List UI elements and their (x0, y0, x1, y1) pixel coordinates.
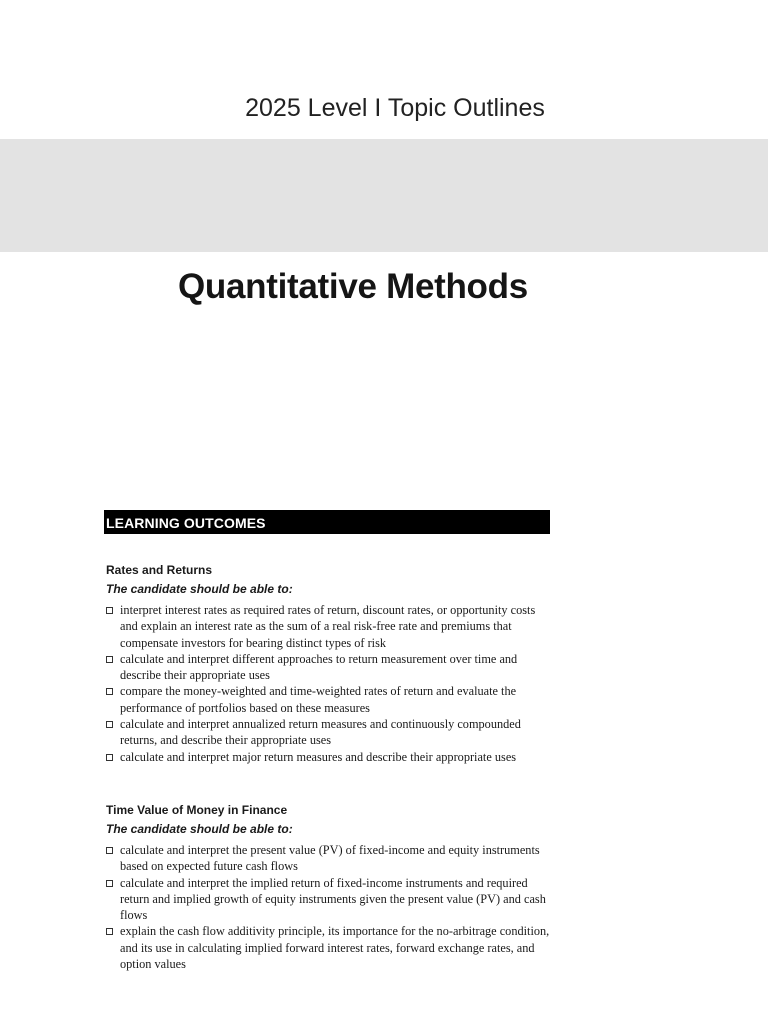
section-rates-and-returns (106, 562, 552, 765)
outcome-text: calculate and interpret the implied return of fixed-income instruments and required return and implied growth of equity instruments given the present value (PV) and cash flows (120, 875, 546, 923)
outcome-item (106, 683, 552, 716)
checkbox-bullet-icon (106, 721, 113, 728)
outcome-text: compare the money-weighted and time-weighted rates of return and evaluate the performance of portfolios based on these measures (120, 684, 517, 715)
outcome-item (106, 716, 552, 749)
outcome-text: explain the cash flow additivity principle, its importance for the no-arbitrage condition, and its use in calculating implied forward interest rates, forward exchange rates, and option values (120, 924, 550, 972)
outcome-item (106, 875, 552, 924)
outcome-item (106, 842, 552, 875)
checkbox-bullet-icon (106, 847, 113, 854)
checkbox-bullet-icon (106, 928, 113, 935)
section-title: Rates and Returns (106, 563, 213, 577)
page-title: Quantitative Methods (178, 267, 528, 306)
outcome-text: interpret interest rates as required rates of return, discount rates, or opportunity costs and explain an interest rate as the sum of a real risk-free rate and premiums that compensate investors for bearing distinct types of risk (120, 603, 536, 650)
outcome-list (106, 842, 552, 972)
checkbox-bullet-icon (106, 754, 113, 761)
section-time-value-of-money (106, 802, 552, 972)
document-header-title: 2025 Level I Topic Outlines (245, 94, 545, 122)
outcome-item (106, 749, 552, 765)
checkbox-bullet-icon (106, 688, 113, 695)
outcome-text: calculate and interpret the present value (PV) of fixed-income and equity instruments based on expected future cash flows (120, 843, 540, 874)
checkbox-bullet-icon (106, 880, 113, 887)
header-band (0, 139, 768, 252)
outcome-text: calculate and interpret major return measures and describe their appropriate uses (120, 749, 517, 764)
outcome-text: calculate and interpret different approaches to return measurement over time and describe their appropriate uses (120, 651, 518, 683)
checkbox-bullet-icon (106, 607, 113, 614)
outcome-item (106, 651, 552, 684)
outcome-text: calculate and interpret annualized return measures and continuously compounded returns, and describe their appropriate uses (120, 717, 521, 748)
section-title: Time Value of Money in Finance (106, 803, 288, 817)
outcome-item (106, 602, 552, 651)
checkbox-bullet-icon (106, 656, 113, 663)
learning-outcomes-heading: LEARNING OUTCOMES (104, 510, 550, 534)
section-subtitle: The candidate should be able to: (106, 582, 293, 596)
outcome-item (106, 923, 552, 972)
section-subtitle: The candidate should be able to: (106, 822, 293, 836)
outcome-list (106, 602, 552, 765)
